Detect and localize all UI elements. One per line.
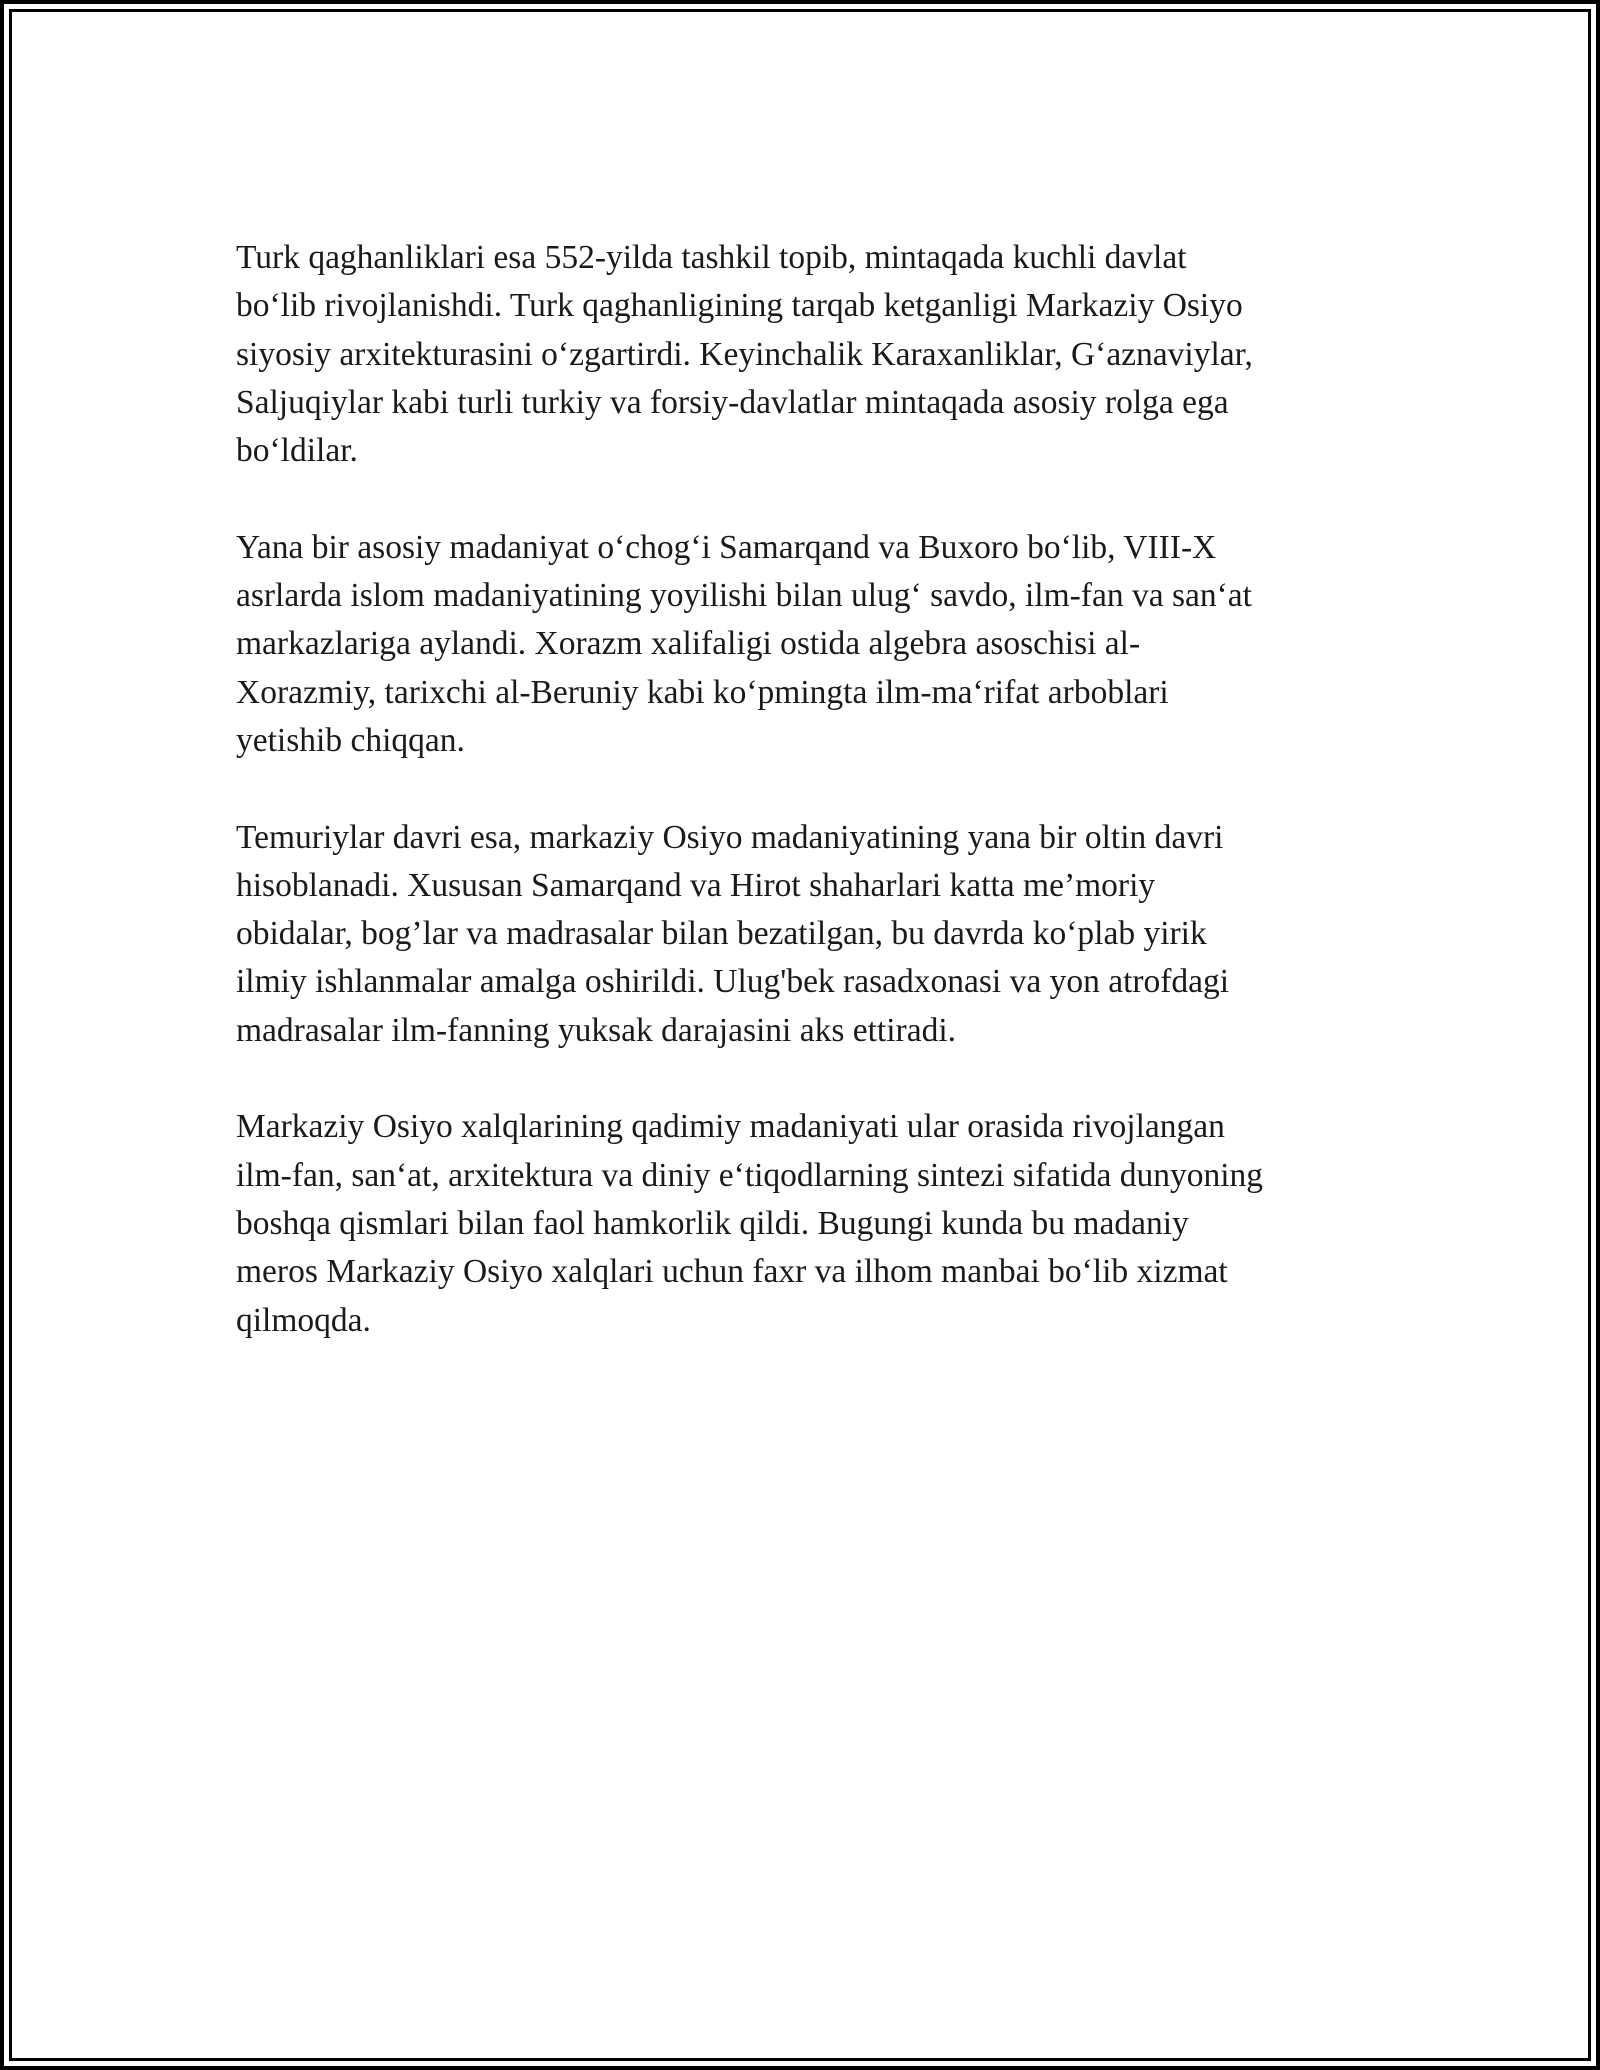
document-body	[236, 234, 1376, 1393]
paragraph-3: Temuriylar davri esa, markaziy Osiyo madaniyatining yana bir oltin davri hisoblanadi. Xususan Samarqand va Hirot shaharlari katta me’moriy obidalar, bog’lar va madrasalar bilan bezatilgan, bu davrda ko‘plab yirik ilmiy ishlanmalar amalga oshirildi. Ulug'bek rasadxonasi va yon atrofdagi madrasalar ilm-fanning yuksak darajasini aks ettiradi.	[236, 818, 1230, 1049]
paragraph-4: Markaziy Osiyo xalqlarining qadimiy madaniyati ular orasida rivojlangan ilm-fan, san‘at, arxitektura va diniy e‘tiqodlarning sintezi sifatida dunyoning boshqa qismlari bilan faol hamkorlik qildi. Bugungi kunda bu madaniy meros Markaziy Osiyo xalqlari uchun faxr va ilhom manbai bo‘lib xizmat qilmoqda.	[236, 1108, 1264, 1339]
paragraph-1: Turk qaghanliklari esa 552-yilda tashkil topib, mintaqada kuchli davlat bo‘lib rivojlanishdi. Turk qaghanligining tarqab ketganligi Markaziy Osiyo siyosiy arxitekturasini o‘zgartirdi. Keyinchalik Karaxanliklar, G‘aznaviylar, Saljuqiylar kabi turli turkiy va forsiy-davlatlar mintaqada asosiy rolga ega bo‘ldilar.	[236, 239, 1253, 470]
paragraph-2: Yana bir asosiy madaniyat o‘chog‘i Samarqand va Buxoro bo‘lib, VIII-X asrlarda islom madaniyatining yoyilishi bilan ulug‘ savdo, ilm-fan va san‘at markazlariga aylandi. Xorazm xalifaligi ostida algebra asoschisi al- Xorazmiy, tarixchi al-Beruniy kabi ko‘pmingta ilm-ma‘rifat arboblari yetishib chiqqan.	[236, 528, 1252, 759]
